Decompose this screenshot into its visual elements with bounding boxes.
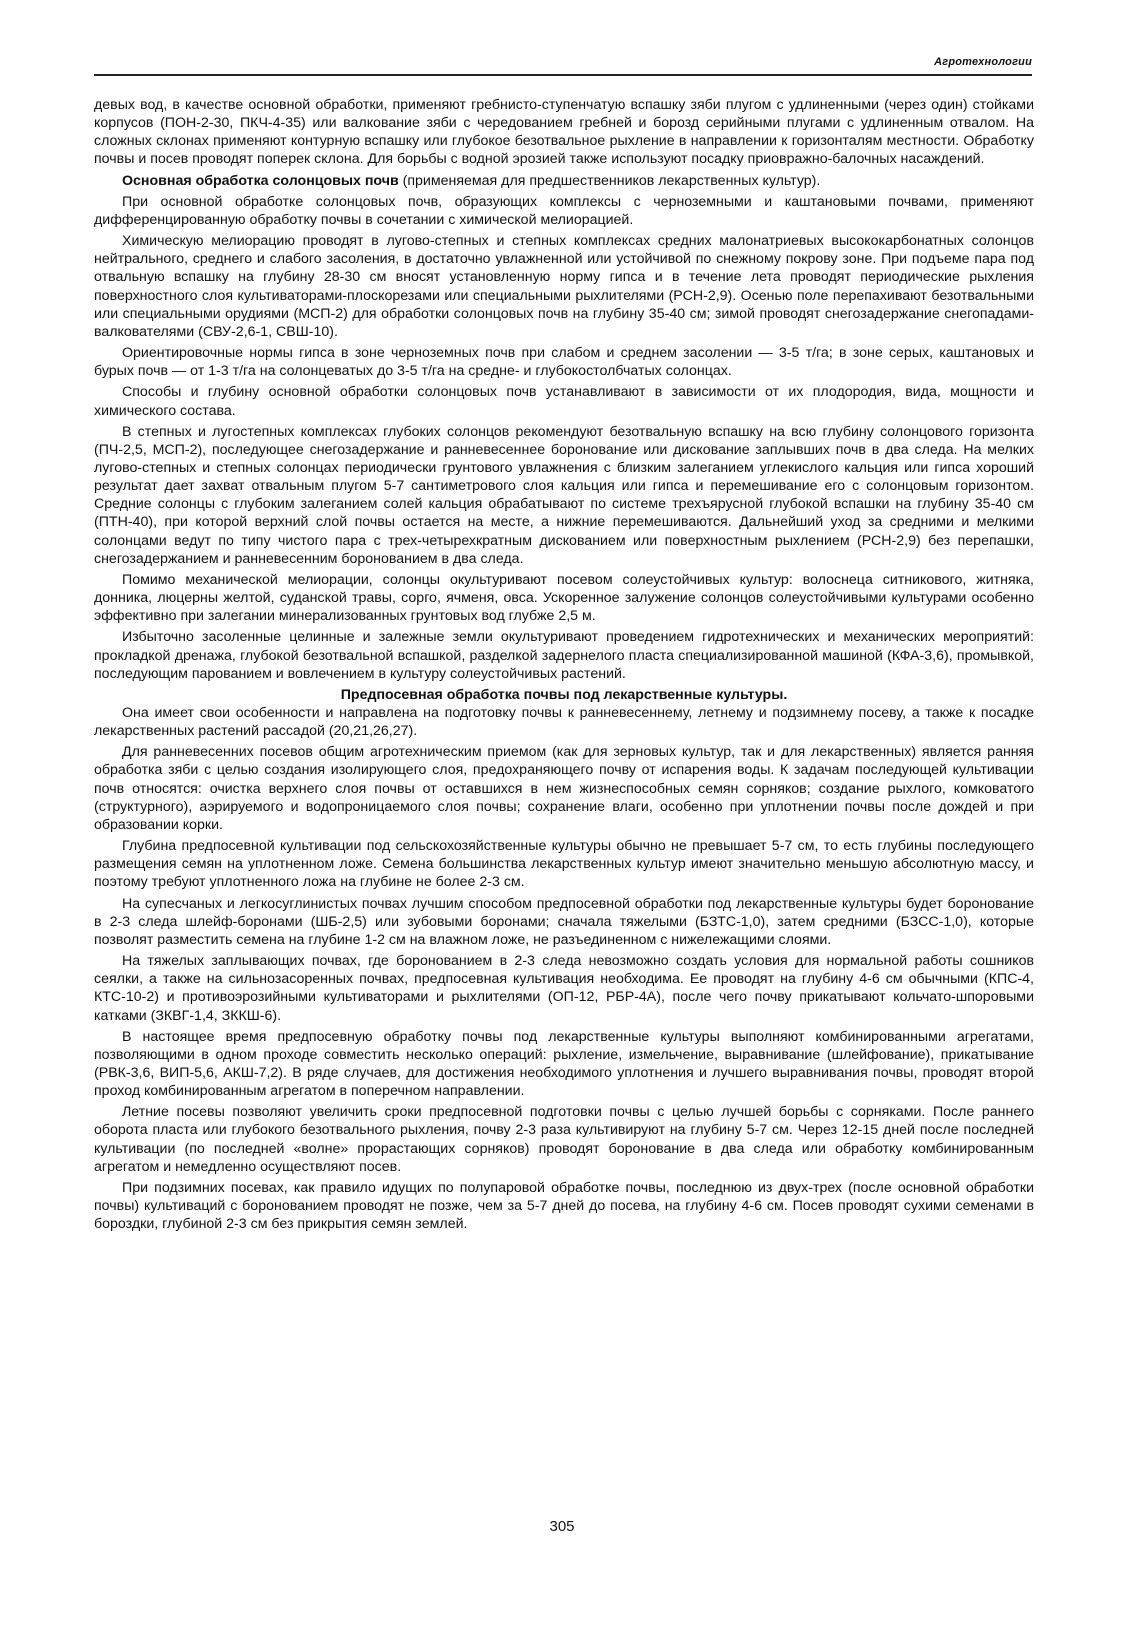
section-heading: Предпосевная обработка почвы под лекарственные культуры. xyxy=(340,686,788,703)
paragraph: На супесчаных и легкосуглинистых почвах лучшим способом предпосевной обработки под лекарственные культуры будет боронование в 2-3 следа шлейф-боронами (ШБ-2,5) или зубовыми боронами; сначала тяжелыми (БЗТС-1,0), затем средними (БЗСС-1,0), которые позволят разместить семена на глубине 1-2 см на влажном ложе, не разъединенном с нижележащими слоями. xyxy=(94,895,1034,948)
paragraph: Летние посевы позволяют увеличить сроки предпосевной подготовки почвы с целью лучшей борьбы с сорняками. После раннего оборота пласта или глубокого безотвального рыхления, почву 2-3 раза культивируют на глубину 5-7 см. Через 12-15 дней после последней культивации (по последней «волне» прорастающих сорняков) проводят боронование в два следа или обработку комбинированным агрегатом и немедленно осуществляют посев. xyxy=(94,1104,1034,1175)
page-number: 305 xyxy=(549,1518,575,1535)
paragraph: Помимо механической мелиорации, солонцы окультуривают посевом солеустойчивых культур: волоснеца ситникового, житняка, донника, люцерны желтой, суданской травы, сорго, ячменя, овса. Ускоренное залужение солонцов солеустойчивыми культурами особенно эффективно при залегании минерализованных грунтовых вод глубже 2,5 м. xyxy=(94,571,1034,625)
paragraph: Избыточно засоленные целинные и залежные земли окультуривают проведением гидротехнических и механических мероприятий: прокладкой дренажа, глубокой безотвальной вспашкой, разделкой задернелого пласта специализированной машиной (КФА-3,6), промывкой, последующим парованием и вовлечением в культуру солеустойчивых растений. xyxy=(94,629,1034,682)
paragraph: Она имеет свои особенности и направлена на подготовку почвы к ранневесеннему, летнему и подзимнему посеву, а также к посадке лекарственных растений рассадой (20,21,26,27). xyxy=(94,705,1034,740)
running-header-title: Агротехнологии xyxy=(934,56,1032,68)
paragraph: В степных и лугостепных комплексах глубоких солонцов рекомендуют безотвальную вспашку на всю глубину солонцового горизонта (ПЧ-2,5, МСП-2), последующее снегозадержание и ранневесеннее боронование или дискование заплывших почв в два следа. На мелких лугово-степных и степных солонцах периодически грунтового увлажнения с близким залеганием углекислого кальция или гипса хороший результат дает захват отвальным плугом 5-7 сантиметрового слоя кальция или гипса и перемешивание его с солонцовым горизонтом. Средние солонцы с глубоким залеганием солей кальция обрабатывают по системе трехъярусной глубокой вспашки на глубину 35-40 см (ПТН-40), при которой верхний слой почвы остается на месте, а нижние перемешиваются. Дальнейший уход за средними и мелкими солонцами ведут по типу чистого пара с трех-четырехкратным дискованием или поверхностным рыхлением (РСН-2,9) без перепашки, снегозадержанием и ранневесенним боронованием в два следа. xyxy=(94,423,1034,567)
paragraph: В настоящее время предпосевную обработку почвы под лекарственные культуры выполняют комбинированными агрегатами, позволяющими в одном проходе совместить несколько операций: рыхление, измельчение, выравнивание (шлейфование), прикатывание (РВК-3,6, ВИП-5,6, АКШ-7,2). В ряде случаев, для достижения необходимого уплотнения и лучшего выравнивания почвы, проводят второй проход комбинированным агрегатом в поперечном направлении. xyxy=(94,1028,1034,1100)
paragraph xyxy=(94,172,1034,190)
paragraph: Ориентировочные нормы гипса в зоне черноземных почв при слабом и среднем засолении — 3-5 т/га; в зоне серых, каштановых и бурых почв — от 1-3 т/га на солонцеватых до 3-5 т/га на средне- и глубокостолбчатых солонцах. xyxy=(94,345,1034,380)
paragraph: Химическую мелиорацию проводят в лугово-степных и степных комплексах средних малонатриевых высококарбонатных солонцов нейтрального, среднего и слабого засоления, в достаточно увлажненной или устойчивой по снежному покрову зоне. При подъеме пара под отвальную вспашку на глубину 28-30 см вносят установленную норму гипса и в течение лета проводят периодические рыхления поверхностного слоя культиваторами-плоскорезами или специальными рыхлителями (РСН-2,9). Осенью поле перепахивают безотвальными или специальными орудиями (МСП-2) для обработки солонцовых почв на глубину 35-40 см; зимой проводят снегозадержание снегопадами-валкователями (СВУ-2,6-1, СВШ-10). xyxy=(94,233,1034,340)
paragraph: При основной обработке солонцовых почв, образующих комплексы с черноземными и каштановыми почвами, применяют дифференцированную обработку почвы в сочетании с химической мелиорацией. xyxy=(94,193,1034,228)
paragraph: девых вод, в качестве основной обработки, применяют гребнисто-ступенчатую вспашку зяби плугом с удлиненными (через один) стойками корпусов (ПОН-2-30, ПКЧ-4-35) или валкование зяби с чередованием гребней и борозд серийными плугами с удлиненным отвалом. На сложных склонах применяют контурную вспашку или глубокое безотвальное рыхление в направлении к горизонталям местности. Обработку почвы и посев проводят поперек склона. Для борьбы с водной эрозией также используют посадку приовражно-балочных насаждений. xyxy=(94,97,1034,168)
paragraph: Для ранневесенних посевов общим агротехническим приемом (как для зерновых культур, так и для лекарственных) является ранняя обработка зяби с целью создания изолирующего слоя, предохраняющего почву от испарения воды. К задачам последующей культивации почв относятся: очистка верхнего слоя почвы от оставшихся в нем жизнеспособных семян сорняков; создание рыхлого, комковатого (структурного), аэрируемого и водопроницаемого слоя почвы; сохранение влаги, особенно при уплотнении почвы после дождей и при образовании корки. xyxy=(94,744,1034,833)
paragraph: На тяжелых заплывающих почвах, где боронованием в 2-3 следа невозможно создать условия для нормальной работы сошников сеялки, а также на сильнозасоренных почвах, предпосевная культивация необходима. Ее проводят на глубину 4-6 см обычными (КПС-4, КТС-10-2) и противоэрозийными культиваторами и рыхлителями (ОП-12, РБР-4А), после чего почву прикатывают кольчато-шпоровыми катками (ЗКВГ-1,4, ЗККШ-6). xyxy=(94,953,1034,1024)
paragraph: Глубина предпосевной культивации под сельскохозяйственные культуры обычно не превышает 5-7 см, то есть глубины последующего размещения семян на уплотненном ложе. Семена большинства лекарственных культур имеют значительно меньшую абсолютную массу, и поэтому требуют уплотненного ложа на глубине не более 2-3 см. xyxy=(94,838,1034,891)
body-text xyxy=(94,96,1034,1236)
inline-heading: Основная обработка солонцовых почв xyxy=(122,172,399,189)
paragraph: Способы и глубину основной обработки солонцовых почв устанавливают в зависимости от их плодородия, вида, мощности и химического состава. xyxy=(94,384,1034,419)
paragraph: При подзимних посевах, как правило идущих по полупаровой обработке почвы, последнюю из двух-трех (после основной обработки почвы) культиваций с боронованием проводят не позже, чем за 5-7 дней до посева, на глубину 4-6 см. Посев проводят сухими семенами в бороздки, глубиной 2-3 см без прикрытия семян землей. xyxy=(94,1179,1034,1233)
paragraph-text: (применяемая для предшественников лекарственных культур). xyxy=(402,172,821,189)
running-header xyxy=(94,56,1032,76)
